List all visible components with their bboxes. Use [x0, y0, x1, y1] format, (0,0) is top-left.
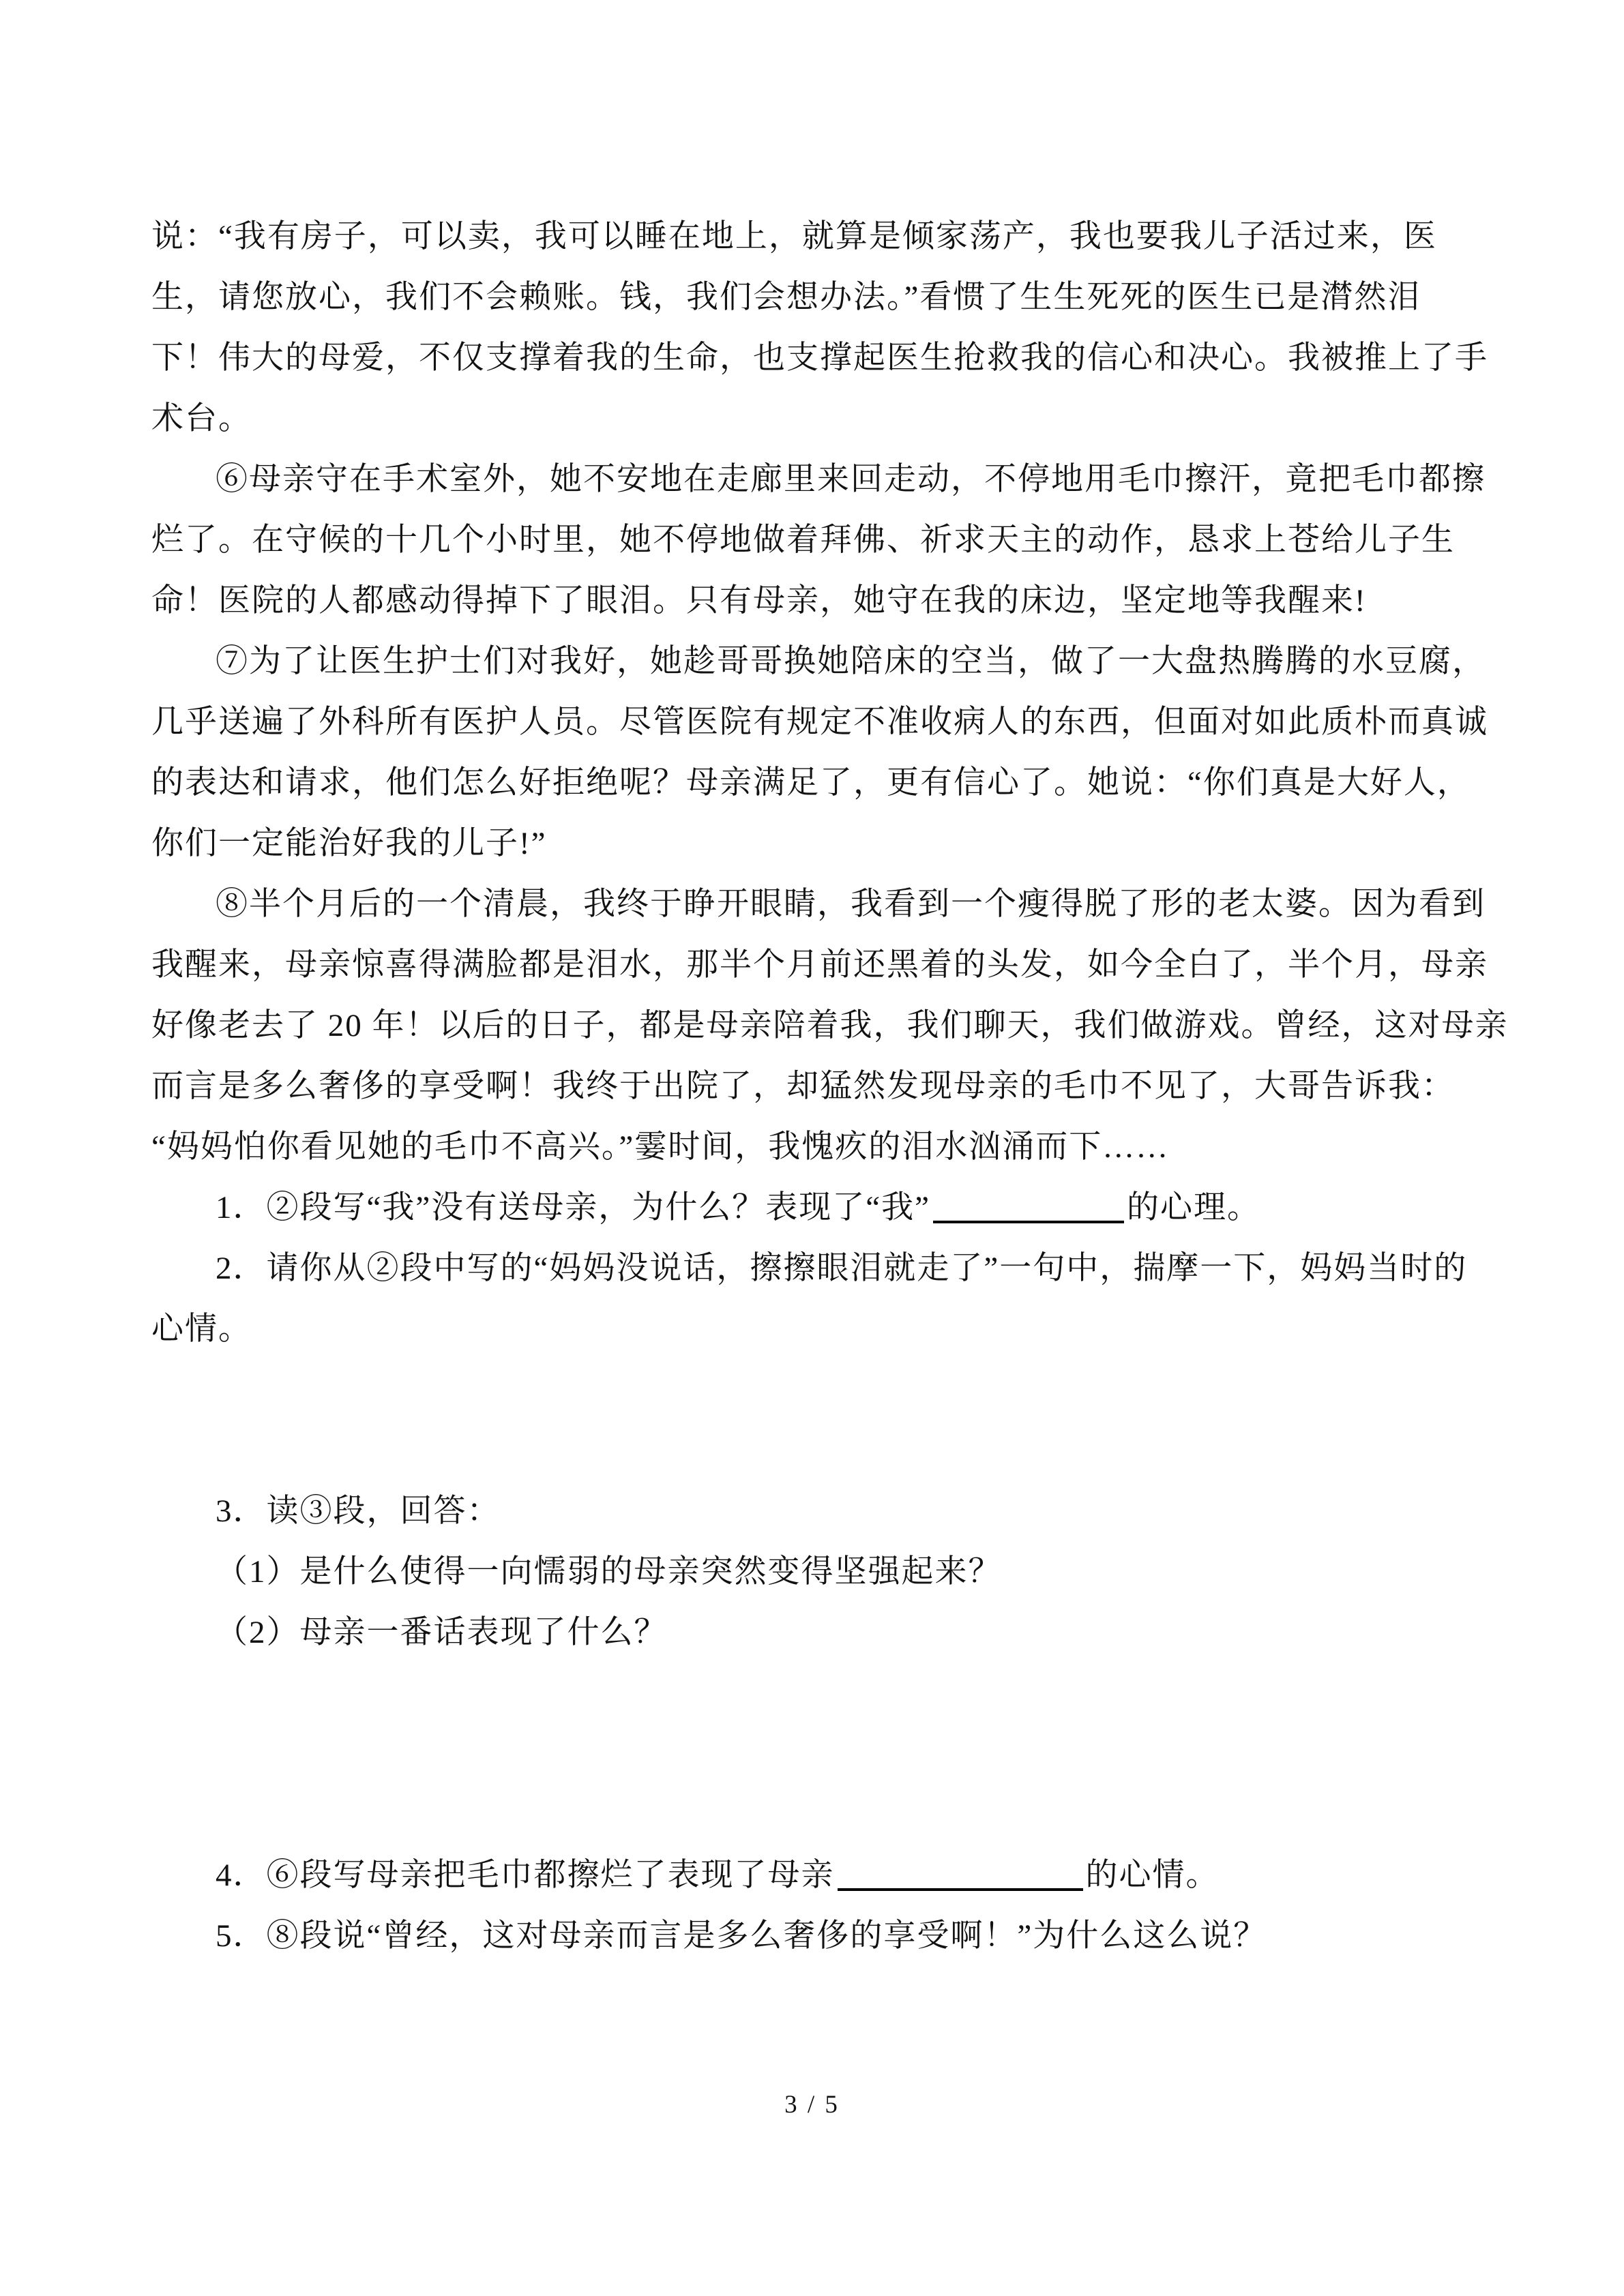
- text-line: [151, 631, 1488, 692]
- worksheet-text: [151, 207, 1509, 1967]
- text-line: [151, 814, 1488, 874]
- text-run: （1）是什么使得一向懦弱的母亲突然变得坚强起来？: [216, 1554, 1002, 1590]
- text-run: 4．⑥段写母亲把毛巾都擦烂了表现了母亲: [216, 1858, 835, 1893]
- text-run: 我醒来，母亲惊喜得满脸都是泪水，那半个月前还黑着的头发，如今全白了，半个月，母亲: [151, 947, 1488, 983]
- text-run: 你们一定能治好我的儿子!”: [151, 826, 547, 861]
- text-line: [151, 1481, 1488, 1542]
- text-line: [151, 1542, 1488, 1602]
- text-run: 2．请你从②段中写的“妈妈没说话，擦擦眼泪就走了”一句中，揣摩一下，妈妈当时的: [216, 1251, 1468, 1286]
- text-run: ⑧半个月后的一个清晨，我终于睁开眼睛，我看到一个瘦得脱了形的老太婆。因为看到: [216, 886, 1486, 922]
- text-run: 的心情。: [1085, 1858, 1220, 1893]
- page-number: 3 / 5: [784, 2091, 840, 2119]
- text-line: [151, 692, 1488, 753]
- blank-line: [151, 1420, 1488, 1481]
- text-run: 生，请您放心，我们不会赖账。钱，我们会想办法。”看惯了生生死死的医生已是潸然泪: [151, 280, 1421, 315]
- text-line: [151, 996, 1509, 1056]
- text-line: [151, 328, 1488, 389]
- text-line: [151, 1056, 1488, 1117]
- text-run: 好像老去了 20 年！以后的日子，都是母亲陪着我，我们聊天，我们做游戏。曾经，这对母亲: [151, 1008, 1509, 1043]
- text-run: 说：“我有房子，可以卖，我可以睡在地上，就算是倾家荡产，我也要我儿子活过来，医: [151, 219, 1437, 254]
- text-line: [151, 1602, 1488, 1663]
- text-run: 几乎送遍了外科所有医护人员。尽管医院有规定不准收病人的东西，但面对如此质朴而真诚: [151, 704, 1488, 740]
- text-run: 3．读③段，回答：: [216, 1493, 501, 1529]
- text-line: [151, 935, 1488, 996]
- text-run: 而言是多么奢侈的享受啊！我终于出院了，却猛然发现母亲的毛巾不见了，大哥告诉我：: [151, 1069, 1455, 1104]
- text-line: [151, 1906, 1488, 1967]
- text-line: [151, 874, 1488, 935]
- answer-blank-underline: [933, 1212, 1124, 1223]
- text-run: 的心理。: [1126, 1190, 1260, 1225]
- text-run: ⑥母亲守在手术室外，她不安地在走廊里来回走动，不停地用毛巾擦汗，竟把毛巾都擦: [216, 462, 1486, 497]
- blank-line: [151, 1663, 1488, 1724]
- text-line: [151, 571, 1488, 631]
- blank-line: [151, 1785, 1488, 1845]
- text-line: [151, 1238, 1488, 1299]
- text-line: [151, 1117, 1488, 1178]
- text-run: 烂了。在守候的十几个小时里，她不停地做着拜佛、祈求天主的动作，恳求上苍给儿子生: [151, 522, 1455, 558]
- text-line: [151, 207, 1488, 267]
- text-run: 5．⑧段说“曾经，这对母亲而言是多么奢侈的享受啊！”为什么这么说？: [216, 1918, 1267, 1954]
- text-line: [151, 1845, 1488, 1906]
- blank-line: [151, 1724, 1488, 1785]
- text-line: [151, 1299, 1488, 1360]
- text-line: [151, 1178, 1488, 1238]
- text-line: [151, 267, 1488, 328]
- text-run: 心情。: [151, 1311, 252, 1347]
- text-run: 命！医院的人都感动得掉下了眼泪。只有母亲，她守在我的床边，坚定地等我醒来!: [151, 583, 1367, 618]
- answer-blank-underline: [838, 1880, 1083, 1891]
- text-line: [151, 510, 1488, 571]
- text-run: 术台。: [151, 401, 252, 436]
- text-run: 的表达和请求，他们怎么好拒绝呢？母亲满足了，更有信心了。她说：“你们真是大好人，: [151, 765, 1471, 801]
- text-run: （2）母亲一番话表现了什么？: [216, 1615, 668, 1650]
- blank-line: [151, 1360, 1488, 1420]
- text-run: 下！伟大的母爱，不仅支撑着我的生命，也支撑起医生抢救我的信心和决心。我被推上了手: [151, 340, 1488, 376]
- text-line: [151, 389, 1488, 449]
- text-run: 1．②段写“我”没有送母亲，为什么？表现了“我”: [216, 1190, 930, 1225]
- text-run: ⑦为了让医生护士们对我好，她趁哥哥换她陪床的空当，做了一大盘热腾腾的水豆腐，: [216, 644, 1486, 679]
- text-line: [151, 449, 1488, 510]
- text-run: “妈妈怕你看见她的毛巾不高兴。”霎时间，我愧疚的泪水汹涌而下……: [151, 1129, 1170, 1165]
- text-line: [151, 753, 1488, 814]
